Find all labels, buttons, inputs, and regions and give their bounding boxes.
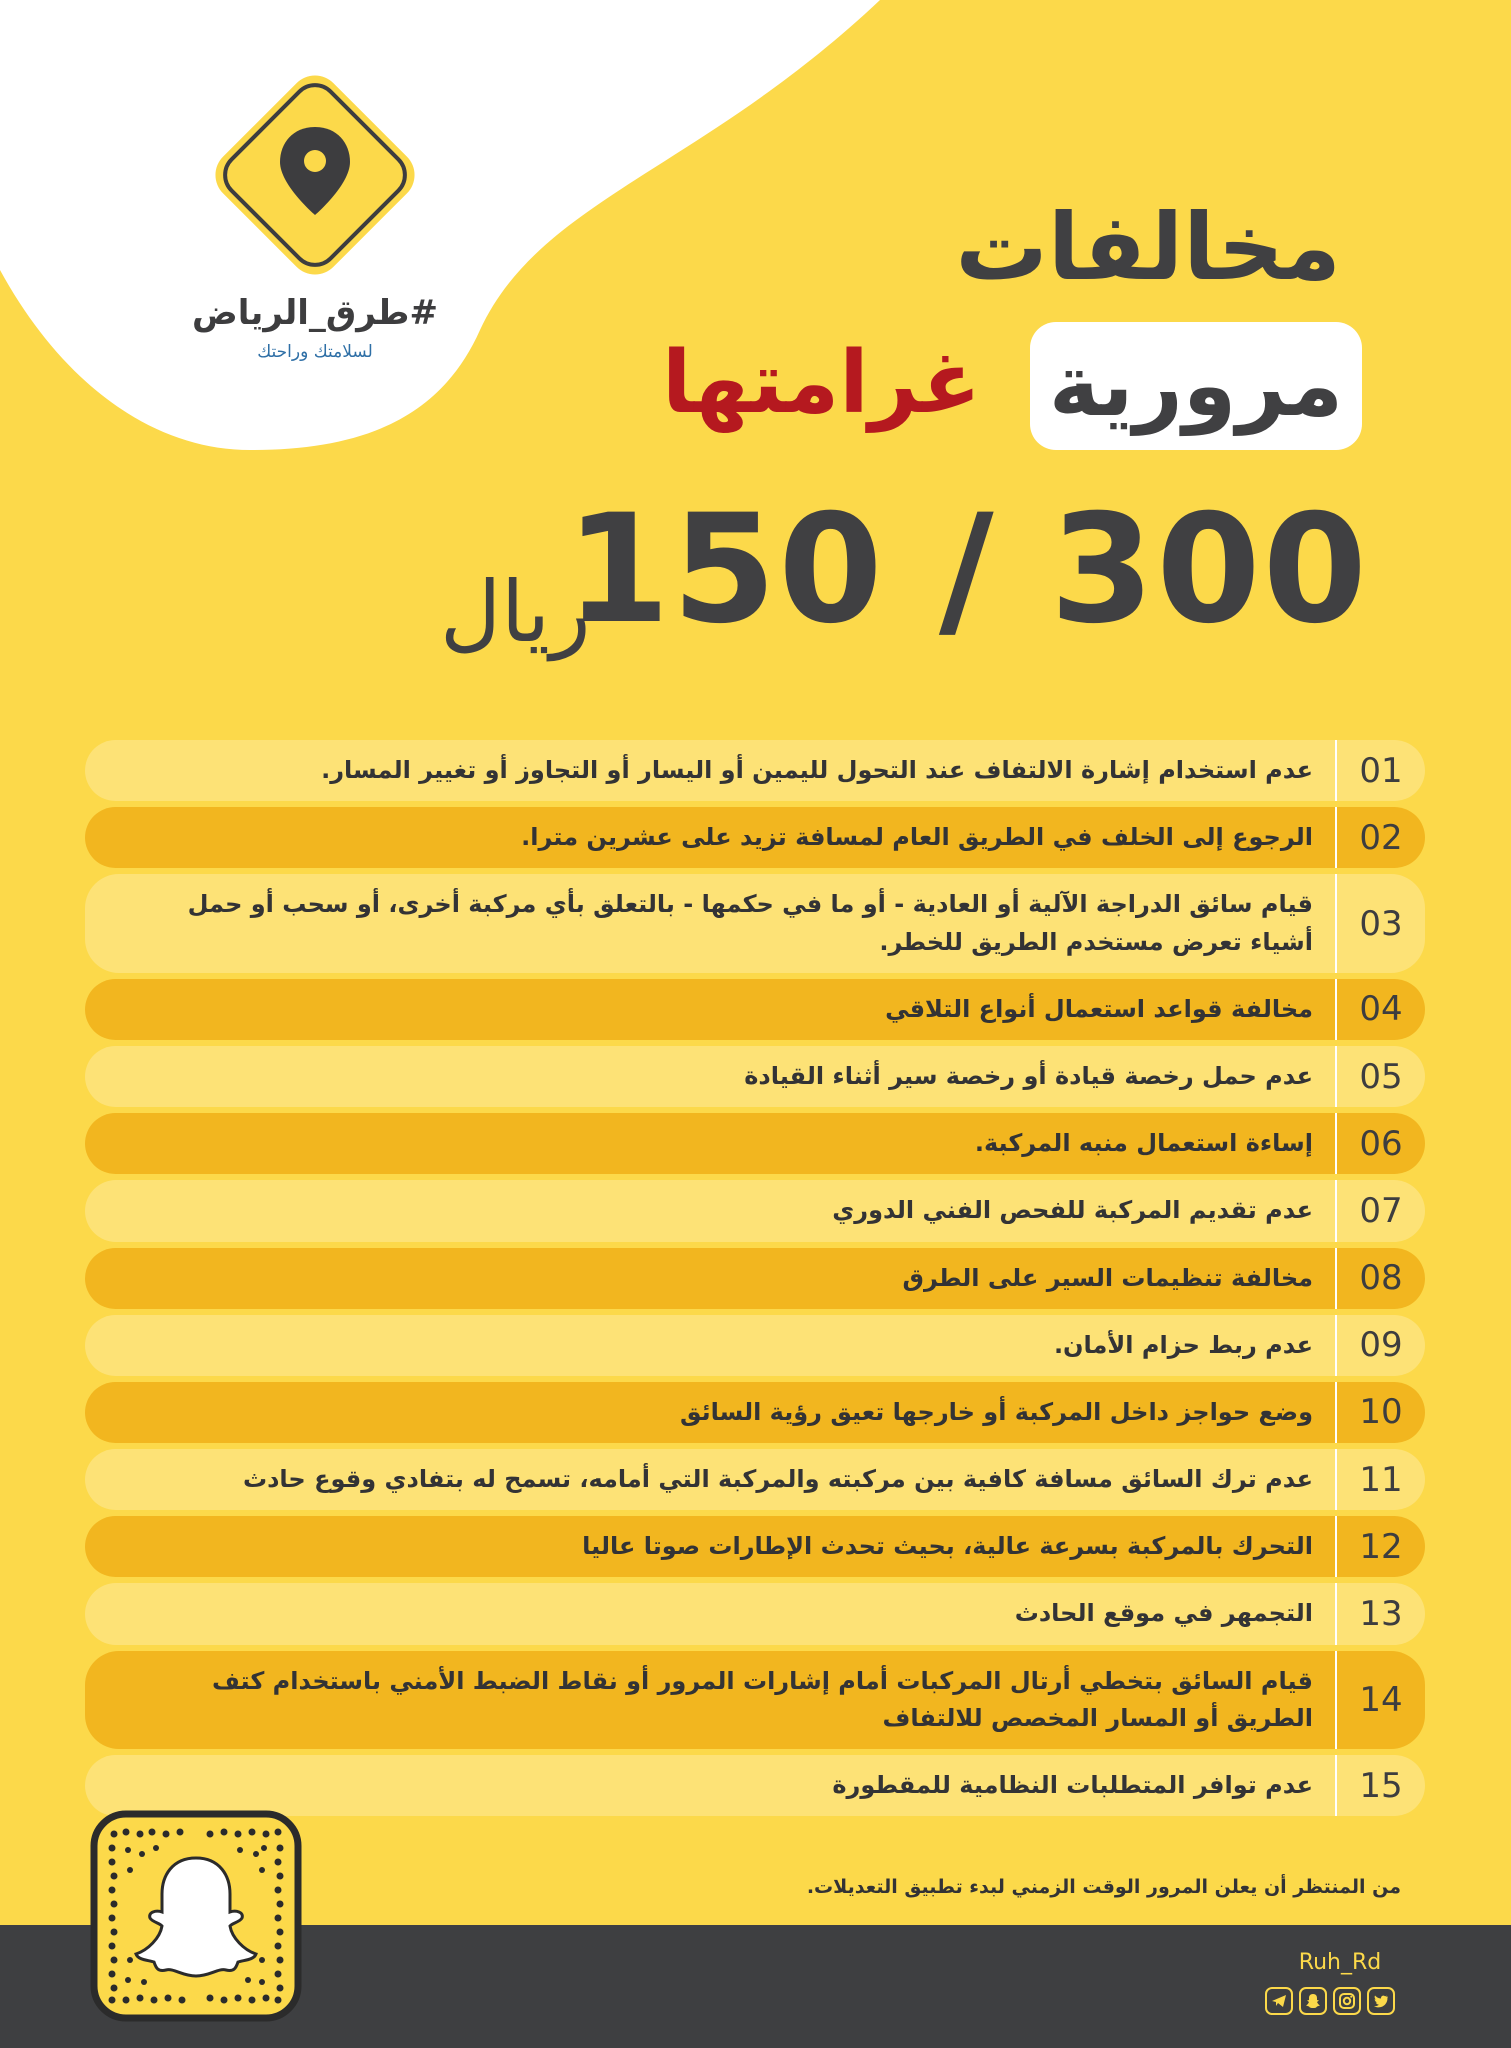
rule-number: 06 (1335, 1113, 1425, 1174)
rule-text: وضع حواجز داخل المركبة أو خارجها تعيق رؤية السائق (680, 1397, 1313, 1426)
rule-text: التجمهر في موقع الحادث (1014, 1599, 1313, 1628)
rule-text: قيام سائق الدراجة الآلية أو العادية - أو ما في حكمها - بالتعلق بأي مركبة أخرى، أو سحب أو حمل أشياء تعرض مستخدم الطريق للخطر. (187, 890, 1313, 956)
rule-text: عدم ترك السائق مسافة كافية بين مركبته والمركبة التي أمامه، تسمح له بتفادي وقوع حادث (242, 1465, 1313, 1494)
rule-row (85, 740, 1425, 801)
title-word3: غرامتها (661, 333, 981, 433)
logo-hashtag: #طرق_الرياض (192, 293, 438, 333)
twitter-icon (1367, 1987, 1395, 2015)
rule-text: عدم تقديم المركبة للفحص الفني الدوري (832, 1196, 1313, 1225)
rule-row (85, 1046, 1425, 1107)
rule-number: 03 (1335, 874, 1425, 972)
rule-number: 02 (1335, 807, 1425, 868)
rule-text: عدم حمل رخصة قيادة أو رخصة سير أثناء القيادة (744, 1061, 1313, 1090)
rule-row (85, 1382, 1425, 1443)
rule-text: قيام السائق بتخطي أرتال المركبات أمام إشارات المرور أو نقاط الضبط الأمني باستخدام كتف الطريق أو المسار المخصص للالتفاف (211, 1666, 1313, 1732)
rule-text: عدم ربط حزام الأمان. (1053, 1330, 1313, 1359)
rule-number: 13 (1335, 1583, 1425, 1644)
rule-number: 01 (1335, 740, 1425, 801)
rule-text: التحرك بالمركبة بسرعة عالية، بحيث تحدث الإطارات صوتا عاليا (582, 1532, 1313, 1561)
title-line1: مخالفات (955, 194, 1341, 301)
snapchat-icon (1299, 1987, 1327, 2015)
title-word2: مرورية (1048, 336, 1344, 436)
rule-number: 07 (1335, 1180, 1425, 1241)
logo-tagline: لسلامتك وراحتك (257, 342, 373, 362)
fine-currency: ريال (440, 563, 591, 661)
rule-row (85, 1315, 1425, 1376)
fine-amount: 150 / 300 (565, 483, 1369, 657)
footer-note: من المنتظر أن يعلن المرور الوقت الزمني لبدء تطبيق التعديلات. (806, 1876, 1401, 1898)
rule-number: 08 (1335, 1248, 1425, 1309)
rule-row (85, 1449, 1425, 1510)
rule-text: إساءة استعمال منبه المركبة. (974, 1129, 1313, 1158)
rules-list (85, 740, 1425, 1822)
location-pin-icon (200, 65, 430, 285)
social-icons (1265, 1987, 1395, 2015)
rule-text: الرجوع إلى الخلف في الطريق العام لمسافة تزيد على عشرين مترا. (521, 823, 1313, 852)
rule-number: 04 (1335, 979, 1425, 1040)
rule-row (85, 1180, 1425, 1241)
rule-row (85, 979, 1425, 1040)
rule-row (85, 1248, 1425, 1309)
rule-text: مخالفة تنظيمات السير على الطرق (902, 1263, 1313, 1292)
instagram-icon (1333, 1987, 1361, 2015)
rule-row (85, 1113, 1425, 1174)
social-handle: Ruh_Rd (1298, 1950, 1382, 1975)
rule-row (85, 807, 1425, 868)
rule-text: عدم توافر المتطلبات النظامية للمقطورة (832, 1771, 1313, 1799)
rule-row (85, 1583, 1425, 1644)
rule-number: 14 (1335, 1651, 1425, 1749)
rule-row (85, 874, 1425, 972)
rule-number: 15 (1335, 1755, 1425, 1816)
rule-number: 09 (1335, 1315, 1425, 1376)
rule-number: 12 (1335, 1516, 1425, 1577)
snapchat-ghost-icon (90, 1810, 302, 2022)
rule-row (85, 1516, 1425, 1577)
rule-number: 05 (1335, 1046, 1425, 1107)
rule-number: 10 (1335, 1382, 1425, 1443)
rule-number: 11 (1335, 1449, 1425, 1510)
telegram-icon (1265, 1987, 1293, 2015)
rule-row (85, 1651, 1425, 1749)
rule-row (85, 1755, 1425, 1816)
rule-text: مخالفة قواعد استعمال أنواع التلاقي (885, 994, 1313, 1023)
rule-text: عدم استخدام إشارة الالتفاف عند التحول لليمين أو اليسار أو التجاوز أو تغيير المسار. (321, 756, 1313, 784)
